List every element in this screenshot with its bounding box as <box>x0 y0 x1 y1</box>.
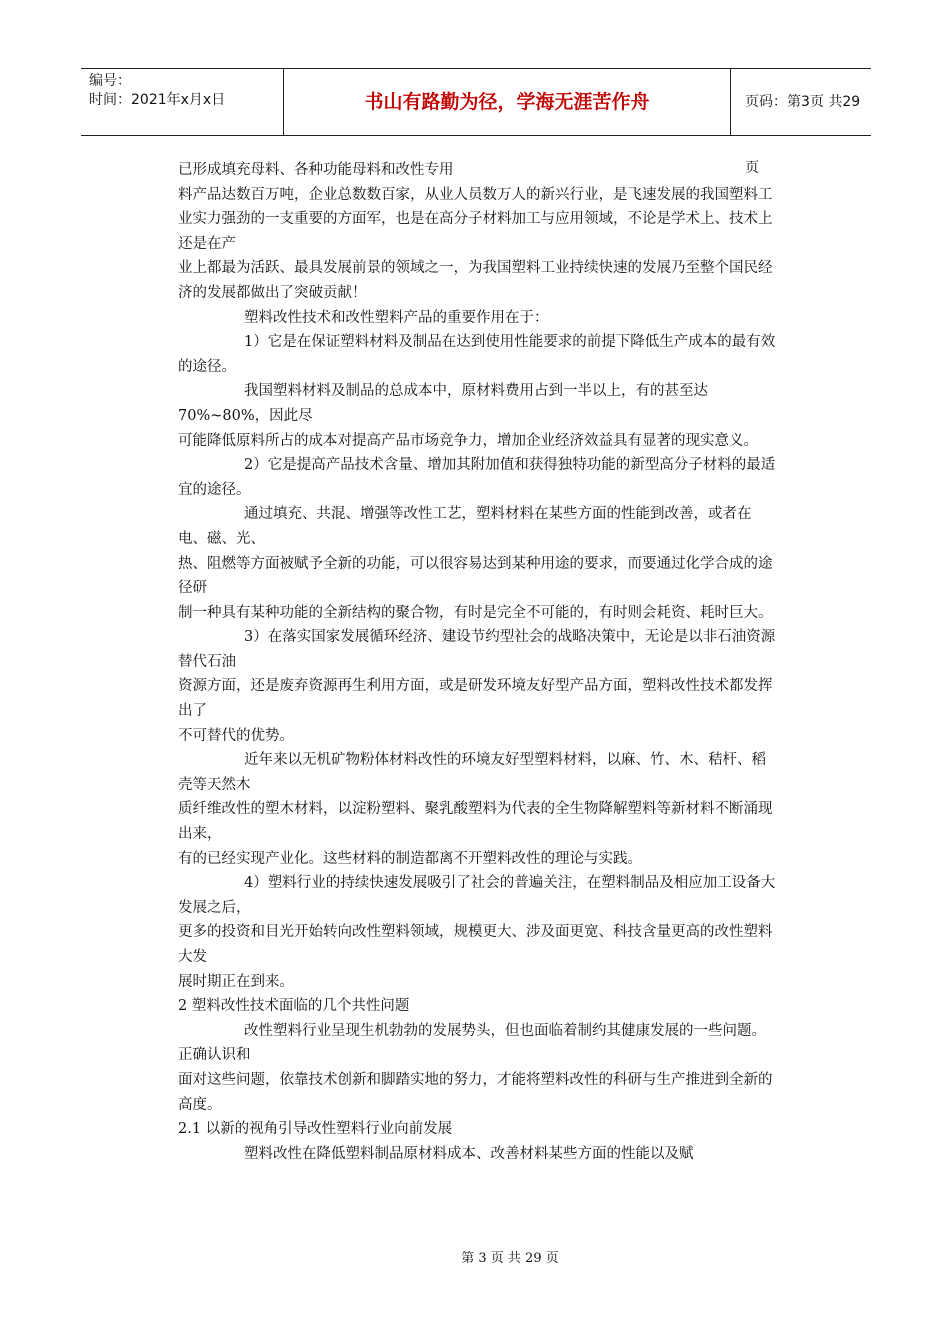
body-paragraph: 质纤维改性的塑木材料，以淀粉塑料、聚乳酸塑料为代表的全生物降解塑料等新材料不断涌现出来， <box>178 801 773 843</box>
header-page-number: 页码：第3页 共29页 <box>745 94 861 176</box>
body-paragraph: 业上都最为活跃、最具发展前景的领域之一，为我国塑料工业持续快速的发展乃至整个国民经济的发展都做出了突破贡献！ <box>178 260 773 301</box>
document-code-label: 编号： <box>89 73 131 89</box>
body-paragraph: 改性塑料行业呈现生机勃勃的发展势头，但也面临着制约其健康发展的一些问题。正确认识和 <box>178 1022 766 1064</box>
document-body <box>178 158 778 1166</box>
body-paragraph: 料产品达数百万吨，企业总数数百家，从业人员数万人的新兴行业，是飞速发展的我国塑料工业实力强劲的一支重要的方面军，也是在高分子材料加工与应用领域，不论是学术上、技术上还是在产 <box>178 186 773 252</box>
body-paragraph: 1）它是在保证塑料材料及制品在达到使用性能要求的前提下降低生产成本的最有效的途径。 <box>178 334 776 375</box>
header-motto: 书山有路勤为径，学海无涯苦作舟 <box>284 69 731 135</box>
page-footer: 第 3 页 共 29 页 <box>461 1251 559 1266</box>
body-paragraph: 2 塑料改性技术面临的几个共性问题 <box>178 998 410 1015</box>
body-paragraph: 4）塑料行业的持续快速发展吸引了社会的普遍关注，在塑料制品及相应加工设备大发展之后， <box>178 875 776 916</box>
document-date-label: 时间：2021年x月x日 <box>89 92 226 108</box>
body-paragraph: 资源方面，还是废弃资源再生利用方面，或是研发环境友好型产品方面，塑料改性技术都发挥出了 <box>178 678 773 720</box>
body-paragraph: 可能降低原料所占的成本对提高产品市场竞争力，增加企业经济效益具有显著的现实意义。 <box>178 432 758 449</box>
body-paragraph: 展时期正在到来。 <box>178 973 294 990</box>
body-paragraph: 有的已经实现产业化。这些材料的制造都离不开塑料改性的理论与实践。 <box>178 850 642 867</box>
body-paragraph: 面对这些问题，依靠技术创新和脚踏实地的努力，才能将塑料改性的科研与生产推进到全新的高度。 <box>178 1071 773 1113</box>
body-paragraph: 通过填充、共混、增强等改性工艺，塑料材料在某些方面的性能到改善，或者在电、磁、光、 <box>178 506 752 547</box>
body-paragraph: 热、阻燃等方面被赋予全新的功能，可以很容易达到某种用途的要求，而要通过化学合成的途径研 <box>178 555 773 597</box>
body-paragraph: 制一种具有某种功能的全新结构的聚合物，有时是完全不可能的，有时则会耗资、耗时巨大。 <box>178 604 773 621</box>
body-paragraph: 不可替代的优势。 <box>178 727 294 744</box>
body-paragraph: 已形成填充母料、各种功能母料和改性专用 <box>178 162 454 178</box>
body-paragraph: 更多的投资和目光开始转向改性塑料领域，规模更大、涉及面更宽、科技含量更高的改性塑料大发 <box>178 924 773 965</box>
body-paragraph: 塑料改性技术和改性塑料产品的重要作用在于： <box>244 309 549 326</box>
header-meta <box>81 69 284 135</box>
body-paragraph: 我国塑料材料及制品的总成本中，原材料费用占到一半以上，有的甚至达 70%~80%，因此尽 <box>178 383 708 424</box>
body-paragraph: 近年来以无机矿物粉体材料改性的环境友好型塑料材料，以麻、竹、木、秸杆、稻壳等天然木 <box>178 752 766 793</box>
body-paragraph: 2）它是提高产品技术含量、增加其附加值和获得独特功能的新型高分子材料的最适宜的途径。 <box>178 457 776 498</box>
body-paragraph: 2.1 以新的视角引导改性塑料行业向前发展 <box>178 1121 453 1138</box>
body-paragraph: 3）在落实国家发展循环经济、建设节约型社会的战略决策中，无论是以非石油资源替代石油 <box>178 629 776 670</box>
body-paragraph: 塑料改性在降低塑料制品原材料成本、改善材料某些方面的性能以及赋 <box>244 1145 694 1162</box>
